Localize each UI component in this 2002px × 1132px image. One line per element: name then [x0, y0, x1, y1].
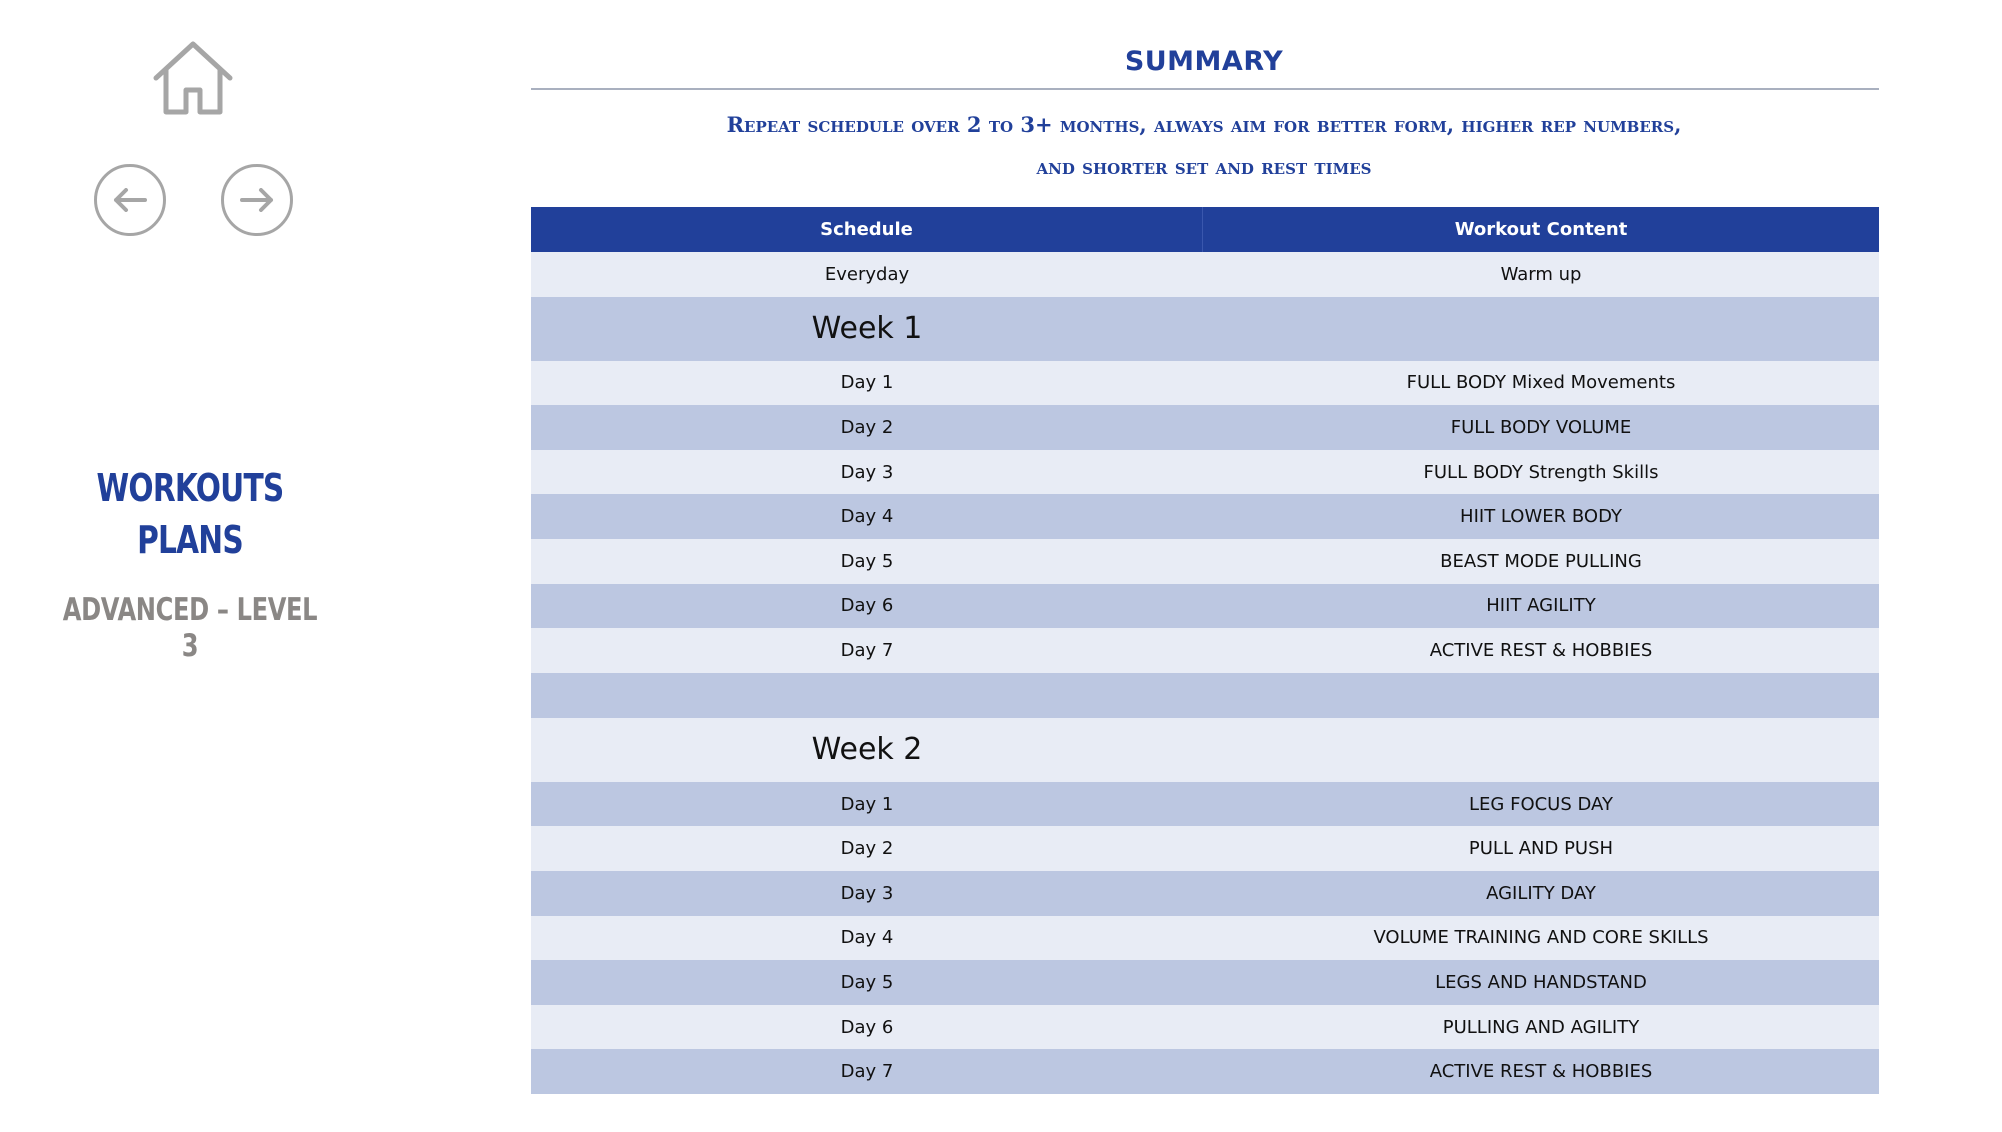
- cell-content: PULLING AND AGILITY: [1442, 1016, 1640, 1038]
- cell-schedule: Everyday: [824, 263, 910, 285]
- subtitle-line1: Repeat schedule over 2 to 3+ months, always aim for better form, higher rep numbers,: [726, 112, 1682, 137]
- cell-schedule: Day 7: [840, 1061, 894, 1083]
- cell-schedule: Day 4: [840, 927, 894, 949]
- header-schedule: Schedule: [531, 207, 1203, 252]
- week-label: Week 2: [811, 732, 923, 768]
- table-row: [531, 826, 1879, 871]
- table-row: [531, 539, 1879, 584]
- cell-content: ACTIVE REST & HOBBIES: [1429, 1061, 1653, 1083]
- table-row: [531, 628, 1879, 673]
- cell-content: HIIT AGILITY: [1486, 595, 1596, 617]
- cell-content: BEAST MODE PULLING: [1440, 550, 1642, 572]
- table-row: [531, 405, 1879, 450]
- cell-content: LEG FOCUS DAY: [1469, 793, 1613, 815]
- cell-schedule: Day 2: [840, 416, 894, 438]
- spacer-row: [531, 673, 1879, 718]
- table-header-row: [531, 207, 1879, 252]
- cell-content: HIIT LOWER BODY: [1460, 506, 1622, 528]
- cell-content: LEGS AND HANDSTAND: [1435, 971, 1647, 993]
- table-row: [531, 1005, 1879, 1050]
- cell-schedule: Day 4: [840, 506, 894, 528]
- schedule-table: [531, 207, 1879, 1094]
- sidebar-level-label: ADVANCED – LEVEL 3: [62, 592, 318, 664]
- cell-content: Warm up: [1500, 263, 1582, 285]
- table-row: [531, 782, 1879, 827]
- sidebar-title-line1: WORKOUTS: [96, 466, 284, 510]
- sidebar-title-line2: PLANS: [137, 518, 243, 562]
- page-title: SUMMARY: [1124, 46, 1284, 77]
- back-button[interactable]: [94, 164, 166, 236]
- cell-schedule: Day 3: [840, 461, 894, 483]
- forward-button[interactable]: [221, 164, 293, 236]
- table-row: [531, 450, 1879, 495]
- cell-content: FULL BODY Strength Skills: [1423, 461, 1659, 483]
- table-row: [531, 494, 1879, 539]
- table-row: [531, 916, 1879, 961]
- cell-schedule: Day 5: [840, 971, 894, 993]
- table-row: [531, 252, 1879, 297]
- cell-schedule: Day 6: [840, 595, 894, 617]
- arrow-left-icon: [113, 188, 147, 212]
- cell-schedule: Day 5: [840, 550, 894, 572]
- cell-schedule: Day 1: [840, 793, 894, 815]
- table-row: [531, 871, 1879, 916]
- cell-content: PULL AND PUSH: [1468, 838, 1614, 860]
- title-divider: [531, 88, 1879, 90]
- cell-content: FULL BODY VOLUME: [1450, 416, 1632, 438]
- cell-content: VOLUME TRAINING AND CORE SKILLS: [1373, 927, 1709, 949]
- arrow-right-icon: [240, 188, 274, 212]
- cell-content: ACTIVE REST & HOBBIES: [1429, 639, 1653, 661]
- table-row: [531, 361, 1879, 406]
- subtitle-line2: and shorter set and rest times: [1036, 154, 1372, 179]
- cell-schedule: Day 1: [840, 372, 894, 394]
- cell-content: FULL BODY Mixed Movements: [1406, 372, 1676, 394]
- cell-schedule: Day 3: [840, 882, 894, 904]
- week-label: Week 1: [811, 311, 923, 347]
- cell-schedule: Day 2: [840, 838, 894, 860]
- cell-schedule: Day 6: [840, 1016, 894, 1038]
- table-row: [531, 1049, 1879, 1094]
- table-row: [531, 584, 1879, 629]
- cell-schedule: Day 7: [840, 639, 894, 661]
- header-workout-content: Workout Content: [1454, 219, 1628, 240]
- home-icon[interactable]: [148, 38, 238, 118]
- week-heading-row: [531, 297, 1879, 361]
- week-heading-row: [531, 718, 1879, 782]
- table-row: [531, 960, 1879, 1005]
- cell-content: AGILITY DAY: [1486, 882, 1596, 904]
